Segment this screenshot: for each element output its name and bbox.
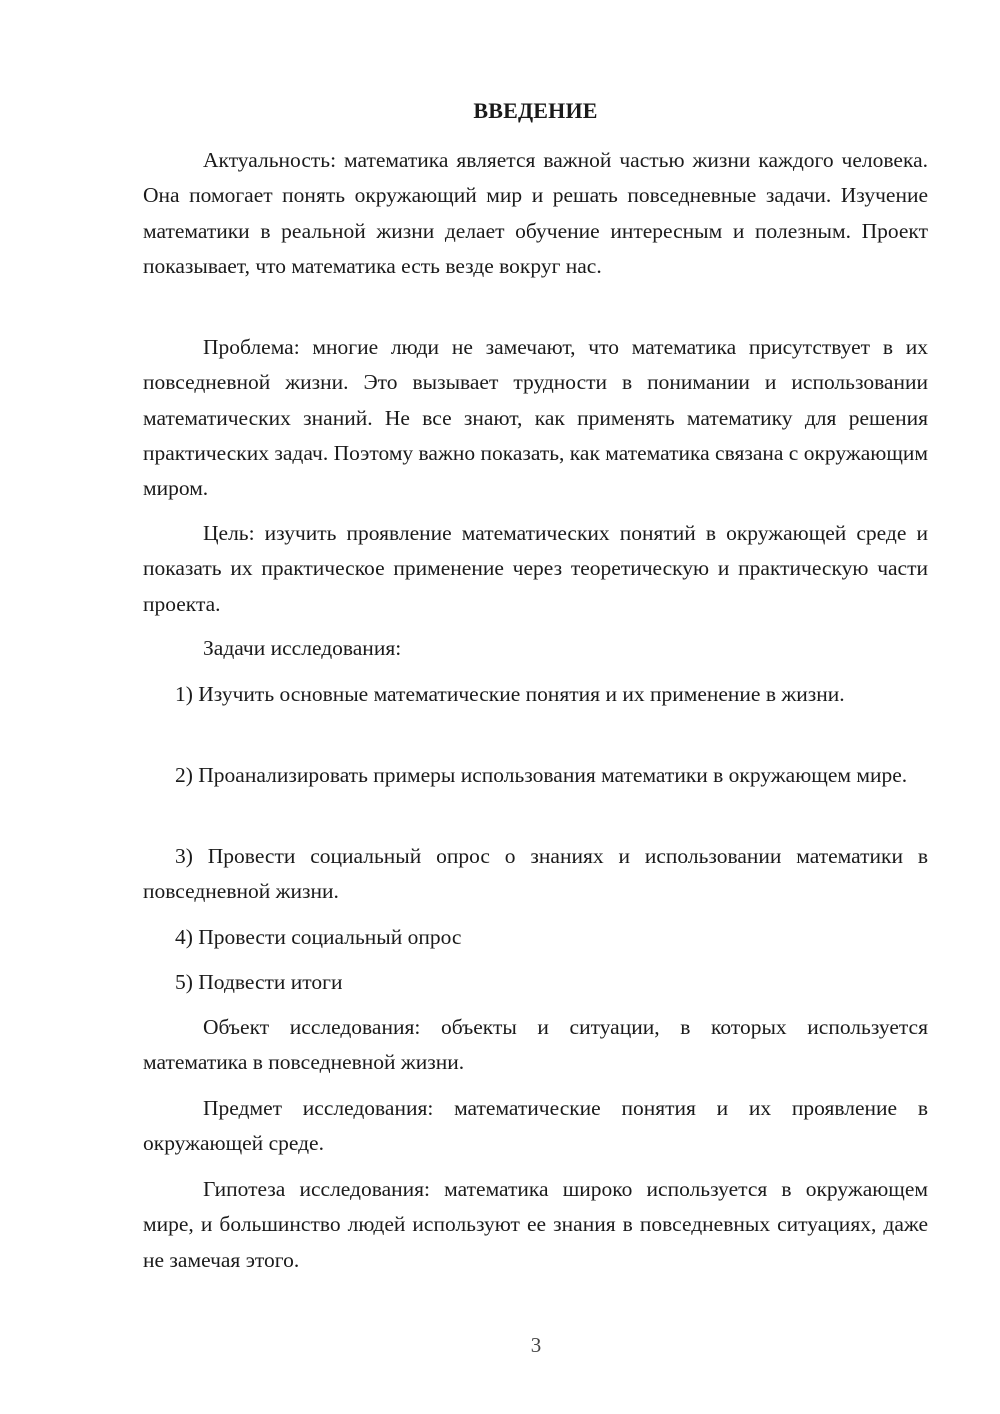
paragraph-hypothesis: Гипотеза исследования: математика широко используется в окружающем мире, и большинство людей используют ее знания в повседневных ситуациях, даже не замечая этого. — [143, 1177, 928, 1272]
paragraph-object: Объект исследования: объекты и ситуации, в которых используется математика в повседневной жизни. — [143, 1015, 928, 1075]
list-item-task-4: 4) Провести социальный опрос — [175, 925, 462, 949]
paragraph-subject: Предмет исследования: математические понятия и их проявление в окружающей среде. — [143, 1096, 928, 1156]
list-item-task-3: 3) Провести социальный опрос о знаниях и использовании математики в повседневной жизни. — [143, 844, 928, 904]
paragraph-tasks-heading: Задачи исследования: — [203, 636, 402, 660]
page-number: 3 — [530, 1333, 542, 1357]
paragraph-relevance: Актуальность: математика является важной частью жизни каждого человека. Она помогает понять окружающий мир и решать повседневные задачи. Изучение математики в реальной жизни делает обучение интересным и полезным. Проект показывает, что математика есть везде вокруг нас. — [143, 148, 928, 278]
list-item-task-1: 1) Изучить основные математические понятия и их применение в жизни. — [175, 682, 845, 706]
paragraph-goal: Цель: изучить проявление математических понятий в окружающей среде и показать их практическое применение через теоретическую и практическую части проекта. — [143, 521, 928, 616]
page-title: ВВЕДЕНИЕ — [473, 98, 598, 123]
paragraph-problem: Проблема: многие люди не замечают, что математика присутствует в их повседневной жизни. Это вызывает трудности в понимании и использовании математических знаний. Не все знают, как применять математику для решения практических задач. Поэтому важно показать, как математика связана с окружающим миром. — [143, 335, 928, 501]
list-item-task-2: 2) Проанализировать примеры использования математики в окружающем мире. — [175, 763, 908, 787]
list-item-task-5: 5) Подвести итоги — [175, 970, 343, 994]
